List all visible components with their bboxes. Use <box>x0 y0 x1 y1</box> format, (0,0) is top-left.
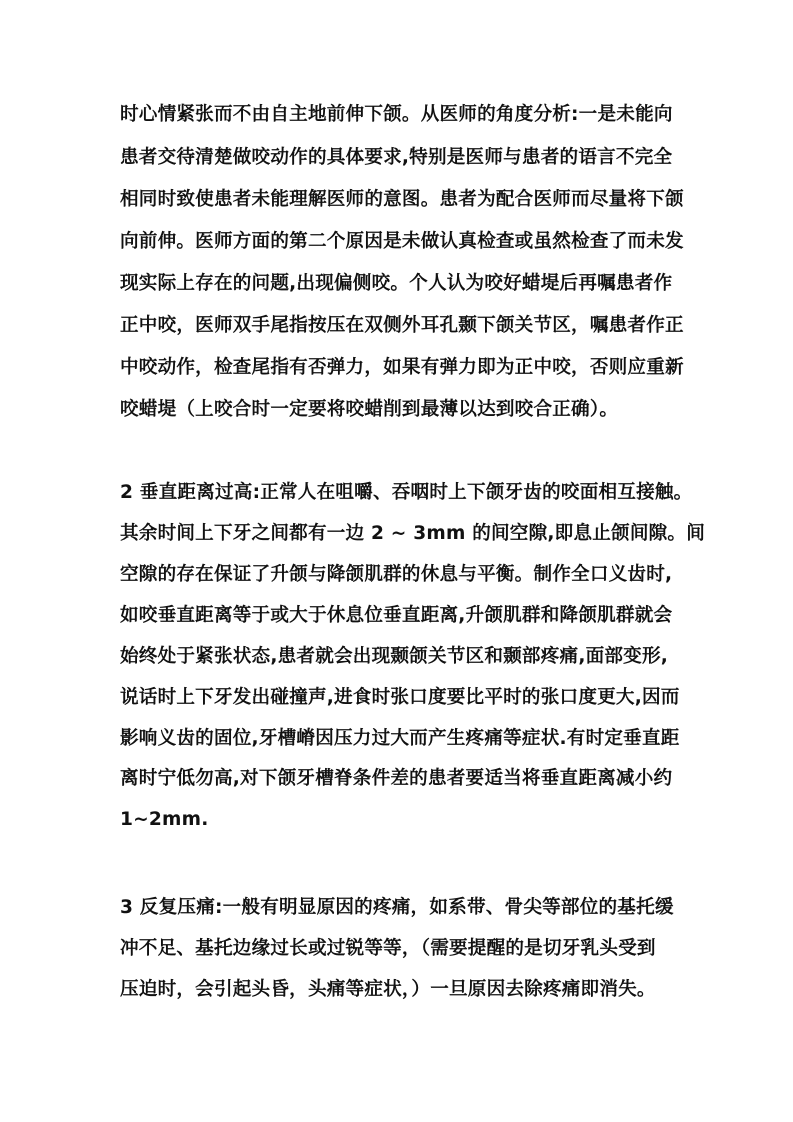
text-line: 说话时上下牙发出碰撞声,进食时张口度要比平时的张口度更大,因而 <box>120 687 680 708</box>
text-line: 离时宁低勿高,对下颌牙槽脊条件差的患者要适当将垂直距离减小约 <box>120 768 673 789</box>
text-line: 3 反复压痛:一般有明显原因的疼痛，如系带、骨尖等部位的基托缓 <box>120 897 674 918</box>
text-line: 现实际上存在的问题,出现偏侧咬。个人认为咬好蜡堤后再嘱患者作 <box>120 273 673 294</box>
text-line: 其余时间上下牙之间都有一边 2 ~ 3mm 的间空隙,即息止颌间隙。间 <box>120 523 706 544</box>
text-line: 压迫时，会引起头昏，头痛等症状，）一旦原因去除疼痛即消失。 <box>120 979 656 1000</box>
text-line: 始终处于紧张状态,患者就会出现颞颌关节区和颞部疼痛,面部变形, <box>120 646 669 667</box>
text-line: 咬蜡堤（上咬合时一定要将咬蜡削到最薄以达到咬合正确）。 <box>120 399 619 420</box>
text-line: 如咬垂直距离等于或大于休息位垂直距离,升颌肌群和降颌肌群就会 <box>120 605 673 626</box>
text-line: 冲不足、基托边缘过长或过锐等等，（需要提醒的是切牙乳头受到 <box>120 938 656 959</box>
text-line: 患者交待清楚做咬动作的具体要求,特别是医师与患者的语言不完全 <box>120 147 673 168</box>
text-line: 影响义齿的固位,牙槽嵴因压力过大而产生疼痛等症状.有时定垂直距 <box>120 728 680 749</box>
text-line: 正中咬，医师双手尾指按压在双侧外耳孔颞下颌关节区，嘱患者作正 <box>120 315 684 336</box>
text-line: 向前伸。医师方面的第二个原因是未做认真检查或虽然检查了而未发 <box>120 231 684 252</box>
text-line: 相同时致使患者未能理解医师的意图。患者为配合医师而尽量将下颌 <box>120 189 684 210</box>
text-line: 1~2mm. <box>120 809 209 830</box>
text-line: 2 垂直距离过高:正常人在咀嚼、吞咽时上下颌牙齿的咬面相互接触。 <box>120 482 693 503</box>
text-line: 中咬动作，检查尾指有否弹力，如果有弹力即为正中咬，否则应重新 <box>120 357 684 378</box>
text-line: 空隙的存在保证了升颌与降颌肌群的休息与平衡。制作全口义齿时, <box>120 564 673 585</box>
text-line: 时心情紧张而不由自主地前伸下颌。从医师的角度分析:一是未能向 <box>120 104 673 125</box>
